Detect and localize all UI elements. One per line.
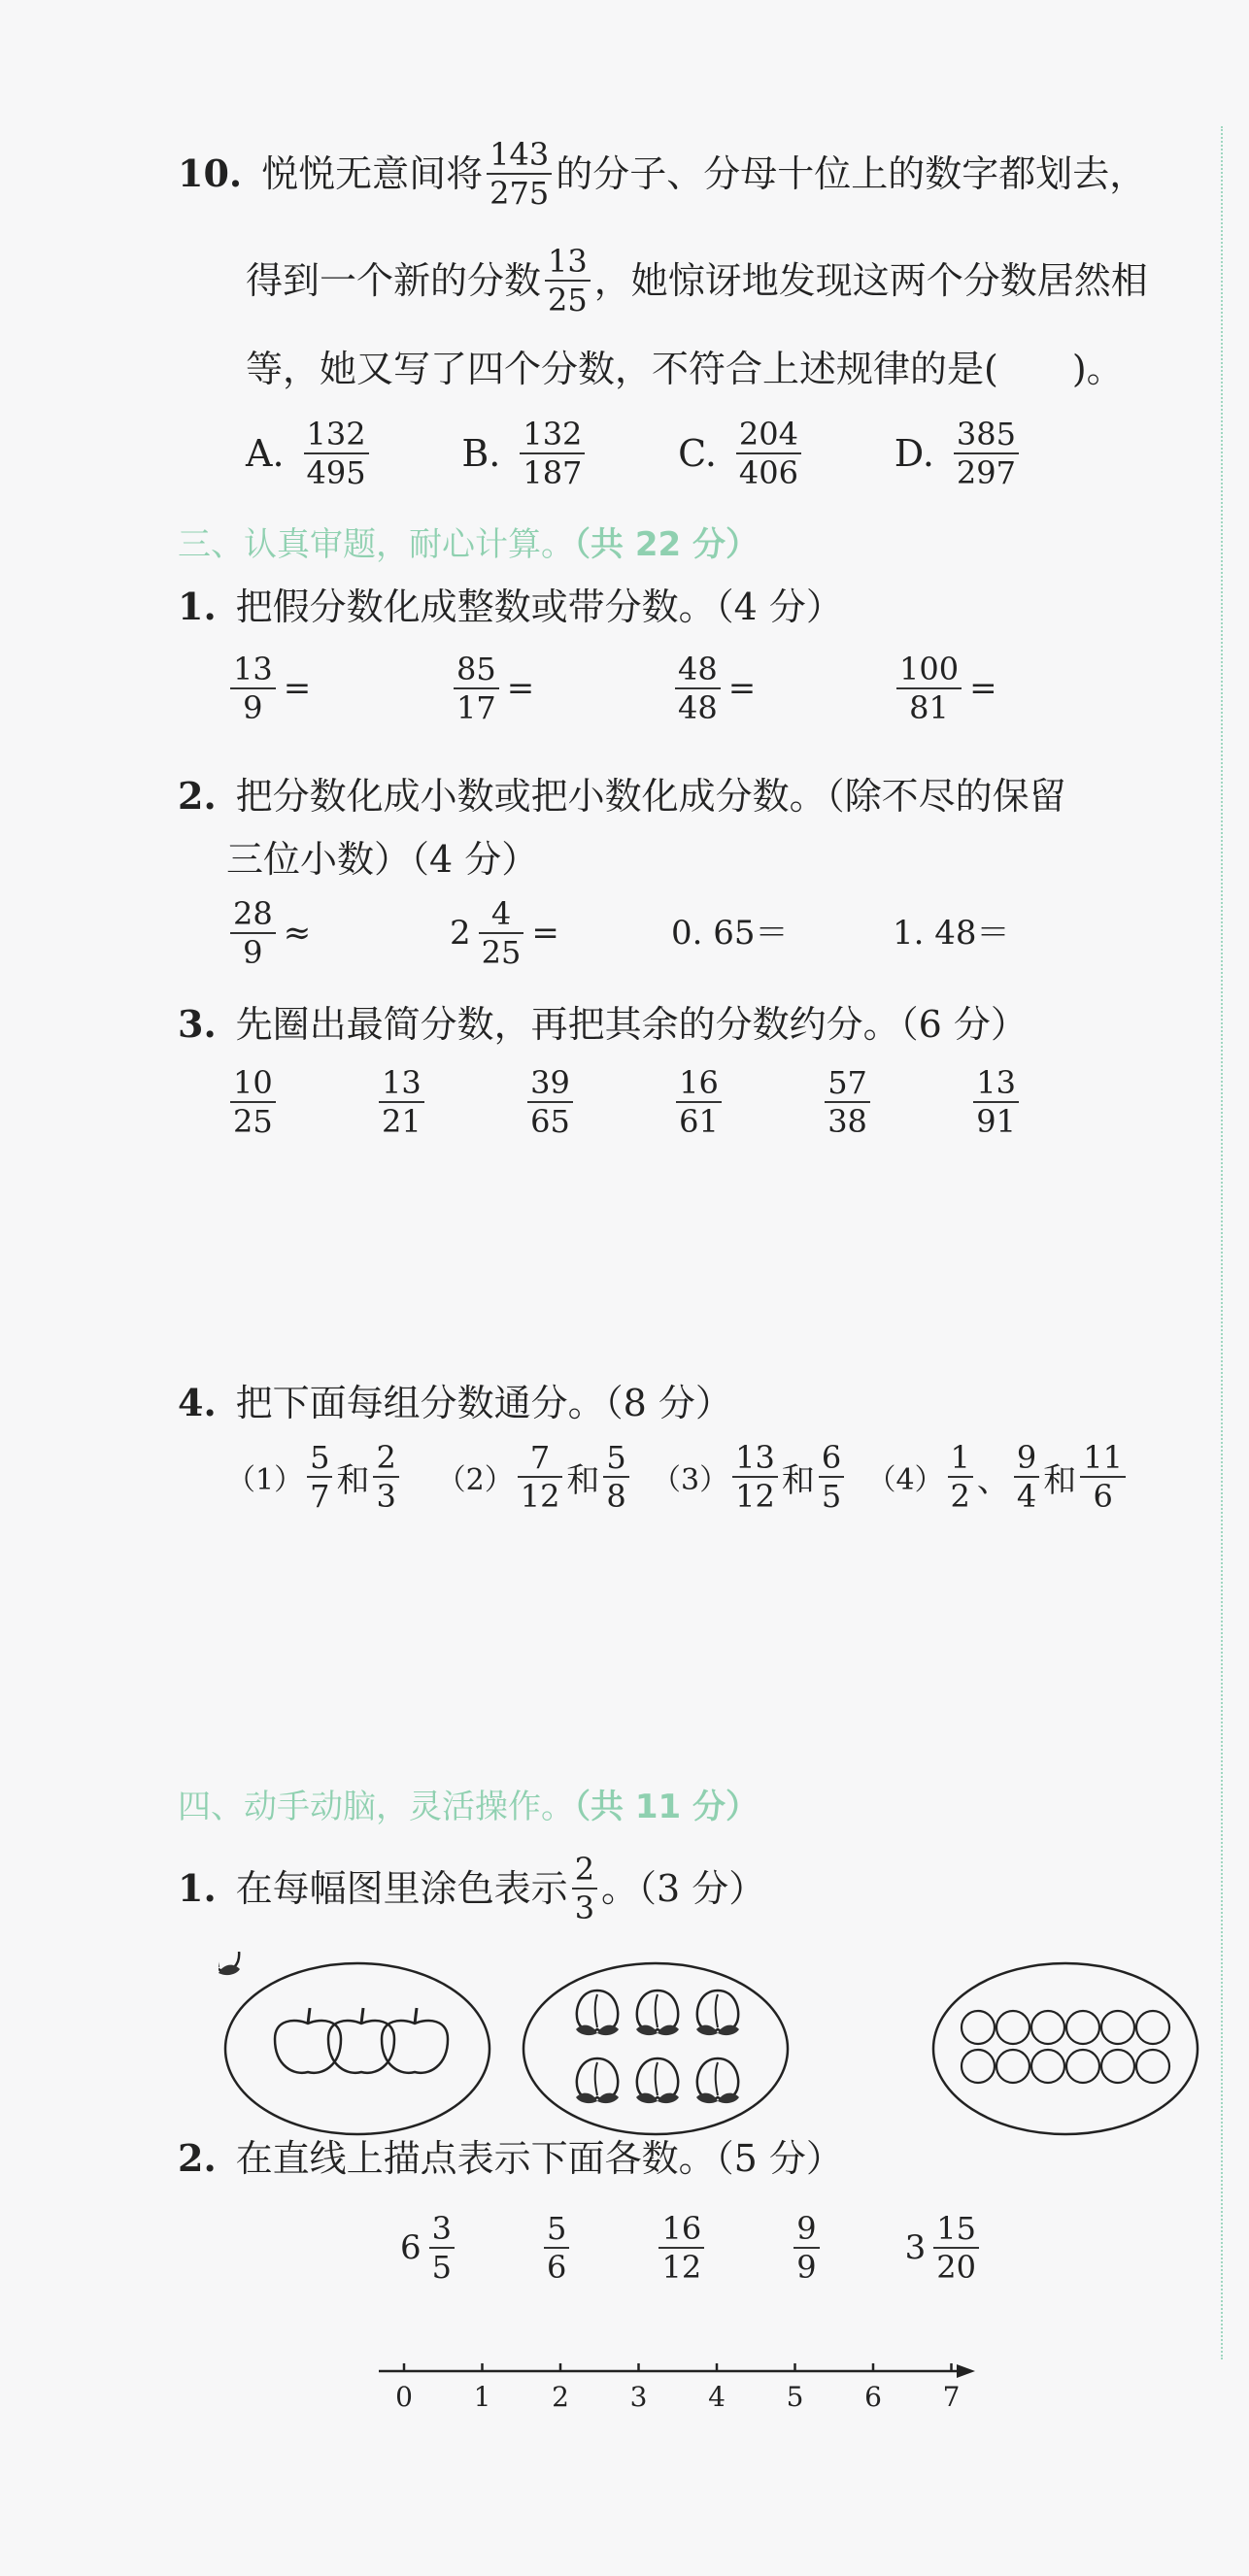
group-4 bbox=[866, 1439, 1130, 1515]
numerator: 132 bbox=[523, 416, 583, 452]
s3-q1-prompt bbox=[178, 583, 843, 631]
numerator: 9 bbox=[1016, 1439, 1037, 1476]
fraction bbox=[373, 1439, 398, 1515]
join-word: 和 bbox=[1043, 1460, 1077, 1500]
equals-sign: = bbox=[531, 914, 559, 953]
option-fraction bbox=[304, 416, 369, 491]
peach-icon bbox=[696, 1991, 739, 2035]
fraction-item bbox=[226, 651, 450, 726]
denominator: 38 bbox=[827, 1103, 867, 1140]
numerator: 1 bbox=[950, 1439, 970, 1476]
numerator: 2 bbox=[574, 1851, 595, 1888]
fraction bbox=[518, 1439, 563, 1515]
whole-part: 6 bbox=[400, 2228, 422, 2267]
fraction-number bbox=[540, 2210, 573, 2286]
numerator: 28 bbox=[233, 895, 273, 932]
numerator: 16 bbox=[679, 1064, 719, 1101]
fraction-item bbox=[450, 651, 671, 726]
denominator: 2 bbox=[950, 1478, 970, 1515]
peach-icon bbox=[696, 2058, 739, 2103]
q10-fraction-2 bbox=[545, 243, 591, 318]
fraction-item bbox=[226, 895, 450, 971]
denominator: 48 bbox=[678, 689, 718, 726]
fraction bbox=[675, 651, 721, 726]
equals-sign: = bbox=[969, 669, 997, 708]
q10-text-b: 的分子、分母十位上的数字都划去， bbox=[556, 152, 1147, 195]
question-number: 3. bbox=[178, 1002, 217, 1046]
denominator: 275 bbox=[489, 175, 550, 212]
denominator: 12 bbox=[735, 1478, 775, 1515]
apples-oval[interactable] bbox=[225, 1963, 489, 2134]
numerator: 9 bbox=[796, 2210, 817, 2247]
denominator: 9 bbox=[243, 934, 263, 971]
orange-icons bbox=[962, 2011, 1169, 2083]
peach-icon bbox=[636, 1991, 679, 2035]
numerator: 15 bbox=[936, 2210, 976, 2247]
numerator: 100 bbox=[899, 651, 960, 687]
denominator: 6 bbox=[1093, 1478, 1113, 1515]
option-label: C. bbox=[678, 432, 717, 475]
apple-icon bbox=[328, 2008, 394, 2073]
mixed-number-item bbox=[450, 895, 671, 971]
numerator: 39 bbox=[530, 1064, 570, 1101]
axis-tick-label: 2 bbox=[552, 2381, 569, 2413]
fraction-item[interactable] bbox=[825, 1064, 870, 1140]
question-score: 。（3 分） bbox=[601, 1867, 766, 1910]
fraction bbox=[658, 2210, 704, 2286]
numerator: 48 bbox=[678, 651, 718, 687]
numerator: 5 bbox=[310, 1439, 330, 1476]
denominator: 5 bbox=[821, 1478, 842, 1515]
option-fraction bbox=[954, 416, 1019, 491]
fraction-item[interactable] bbox=[230, 1064, 276, 1140]
denominator: 3 bbox=[376, 1478, 396, 1515]
option-fraction bbox=[520, 416, 585, 491]
numerator: 13 bbox=[976, 1064, 1016, 1101]
denominator: 9 bbox=[243, 689, 263, 726]
fraction bbox=[1014, 1439, 1039, 1515]
numerator: 385 bbox=[956, 416, 1016, 452]
s3-q4-groups bbox=[226, 1439, 1130, 1515]
numerator: 143 bbox=[489, 136, 550, 173]
q10-text-c: 得到一个新的分数 bbox=[246, 259, 542, 302]
fraction bbox=[603, 1439, 628, 1515]
denominator: 17 bbox=[456, 689, 496, 726]
section-title: 四、动手动脑，灵活操作。 bbox=[178, 1788, 574, 1826]
numerator: 6 bbox=[821, 1439, 842, 1476]
option-a[interactable] bbox=[246, 416, 373, 491]
peach-icon bbox=[576, 2058, 619, 2103]
axis-tick-labels bbox=[395, 2381, 960, 2413]
fraction-item[interactable] bbox=[973, 1064, 1019, 1140]
group-3 bbox=[652, 1439, 866, 1515]
s3-q1-items bbox=[226, 651, 1023, 726]
question-number: 1. bbox=[178, 585, 217, 628]
q10-line1 bbox=[178, 136, 1146, 212]
question-number: 2. bbox=[178, 2136, 217, 2180]
section-score: （共 11 分） bbox=[574, 1788, 759, 1826]
fraction-item[interactable] bbox=[379, 1064, 424, 1140]
arrow-icon bbox=[957, 2364, 975, 2378]
numerator: 3 bbox=[431, 2210, 452, 2247]
s3-q3-items bbox=[226, 1064, 1023, 1140]
fraction bbox=[544, 2210, 569, 2286]
peach-icon bbox=[576, 1991, 619, 2035]
axis-tick-label: 4 bbox=[708, 2381, 726, 2413]
decimal-item: 0. 65＝ bbox=[671, 914, 789, 953]
numerator: 13 bbox=[382, 1064, 422, 1101]
question-number: 1. bbox=[178, 1866, 217, 1910]
denominator: 21 bbox=[382, 1103, 422, 1140]
section-3-heading bbox=[178, 522, 759, 567]
mixed-number bbox=[400, 2210, 458, 2286]
option-d[interactable] bbox=[895, 416, 1023, 491]
option-b[interactable] bbox=[461, 416, 589, 491]
q10-options bbox=[246, 416, 1023, 491]
denominator: 81 bbox=[909, 689, 949, 726]
equals-sign: = bbox=[283, 669, 312, 708]
question-number: 2. bbox=[178, 774, 217, 818]
group-label: （3） bbox=[652, 1463, 729, 1497]
question-text: 在每幅图里涂色表示 bbox=[235, 1867, 568, 1910]
numerator: 5 bbox=[606, 1439, 626, 1476]
fraction-item bbox=[893, 651, 997, 726]
fraction bbox=[896, 651, 962, 726]
fraction bbox=[793, 2210, 819, 2286]
denominator: 5 bbox=[431, 2249, 452, 2286]
equals-sign: = bbox=[506, 669, 535, 708]
s4-q2-prompt bbox=[178, 2134, 843, 2183]
option-label: A. bbox=[246, 432, 285, 475]
fraction bbox=[230, 895, 276, 971]
mixed-number bbox=[905, 2210, 983, 2286]
number-line[interactable] bbox=[369, 2359, 991, 2427]
denominator: 9 bbox=[796, 2249, 817, 2286]
q10-text-d: ，她惊讶地发现这两个分数居然相 bbox=[593, 259, 1148, 302]
denominator: 25 bbox=[481, 934, 522, 971]
q10-line2 bbox=[246, 243, 1148, 318]
question-text: 在直线上描点表示下面各数。（5 分） bbox=[235, 2137, 843, 2180]
peach-icon bbox=[219, 1952, 240, 1975]
numerator: 13 bbox=[233, 651, 273, 687]
fraction bbox=[732, 1439, 778, 1515]
fraction bbox=[479, 895, 524, 971]
numerator: 204 bbox=[738, 416, 798, 452]
group-label: （4） bbox=[866, 1463, 944, 1497]
fraction bbox=[819, 1439, 844, 1515]
option-fraction bbox=[736, 416, 801, 491]
decimal-item: 1. 48＝ bbox=[893, 914, 1010, 953]
denominator: 406 bbox=[738, 454, 798, 491]
section-4-heading bbox=[178, 1785, 759, 1829]
axis-tick-label: 6 bbox=[864, 2381, 882, 2413]
peaches-oval[interactable] bbox=[219, 1952, 788, 2134]
axis-tick-label: 0 bbox=[395, 2381, 413, 2413]
approx-sign: ≈ bbox=[283, 914, 312, 953]
numerator: 10 bbox=[233, 1064, 273, 1101]
fraction bbox=[429, 2210, 455, 2286]
numerator: 13 bbox=[548, 243, 588, 280]
fraction bbox=[1080, 1439, 1126, 1515]
s4-q2-numbers bbox=[400, 2210, 983, 2286]
section-title: 三、认真审题，耐心计算。 bbox=[178, 525, 574, 564]
numerator: 13 bbox=[735, 1439, 775, 1476]
denominator: 495 bbox=[306, 454, 366, 491]
fruit-diagrams bbox=[219, 1952, 1209, 2146]
denominator: 8 bbox=[606, 1478, 626, 1515]
option-label: D. bbox=[894, 432, 934, 475]
section-score: （共 22 分） bbox=[574, 525, 759, 564]
fraction-number bbox=[655, 2210, 708, 2286]
fraction bbox=[948, 1439, 973, 1515]
fraction bbox=[307, 1439, 332, 1515]
denominator: 61 bbox=[679, 1103, 719, 1140]
denominator: 12 bbox=[661, 2249, 702, 2286]
group-1 bbox=[226, 1439, 437, 1515]
denominator: 20 bbox=[936, 2249, 976, 2286]
denominator: 65 bbox=[530, 1103, 570, 1140]
question-number: 4. bbox=[178, 1381, 217, 1424]
fraction bbox=[933, 2210, 979, 2286]
join-word: 和 bbox=[336, 1460, 370, 1500]
fraction-item[interactable] bbox=[527, 1064, 573, 1140]
numerator: 5 bbox=[547, 2210, 567, 2247]
group-2 bbox=[437, 1439, 652, 1515]
denominator: 91 bbox=[976, 1103, 1016, 1140]
denominator: 4 bbox=[1016, 1478, 1037, 1515]
denominator: 297 bbox=[956, 454, 1016, 491]
s3-q3-prompt bbox=[178, 1000, 1028, 1049]
s4-q1-prompt bbox=[178, 1851, 765, 1926]
oranges-oval[interactable] bbox=[933, 1963, 1198, 2134]
numerator: 16 bbox=[661, 2210, 702, 2247]
fraction-item[interactable] bbox=[676, 1064, 722, 1140]
denominator: 25 bbox=[233, 1103, 273, 1140]
denominator: 7 bbox=[310, 1478, 330, 1515]
fraction-item bbox=[671, 651, 893, 726]
peach-icon bbox=[636, 2058, 679, 2103]
numerator: 57 bbox=[827, 1064, 867, 1101]
axis-tick-label: 5 bbox=[786, 2381, 804, 2413]
q10-line3: 等，她又写了四个分数，不符合上述规律的是( )。 bbox=[246, 348, 1124, 390]
numerator: 2 bbox=[376, 1439, 396, 1476]
denominator: 187 bbox=[523, 454, 583, 491]
denominator: 12 bbox=[520, 1478, 560, 1515]
numerator: 7 bbox=[529, 1439, 551, 1476]
apple-icon bbox=[382, 2008, 448, 2073]
separator: 、 bbox=[976, 1460, 1010, 1500]
fraction bbox=[230, 651, 276, 726]
question-text: 把分数化成小数或把小数化成分数。（除不尽的保留 bbox=[235, 775, 1066, 818]
axis-tick-label: 3 bbox=[629, 2381, 648, 2413]
question-text: 把假分数化成整数或带分数。（4 分） bbox=[235, 585, 843, 628]
fraction bbox=[572, 1851, 597, 1926]
denominator: 3 bbox=[574, 1890, 595, 1926]
whole-part: 3 bbox=[904, 2228, 927, 2267]
denominator: 25 bbox=[548, 282, 588, 318]
option-label: B. bbox=[461, 432, 501, 475]
axis-tick-label: 7 bbox=[942, 2381, 961, 2413]
q10-text-a: 悦悦无意间将 bbox=[261, 152, 484, 195]
s3-q4-prompt bbox=[178, 1379, 732, 1427]
s3-q2-items bbox=[226, 895, 1023, 971]
q10-fraction-1 bbox=[487, 136, 552, 212]
question-text: 把下面每组分数通分。（8 分） bbox=[235, 1382, 732, 1424]
equals-sign: = bbox=[727, 669, 757, 708]
fraction bbox=[454, 651, 499, 726]
question-text-continued: 三位小数）（4 分） bbox=[226, 838, 539, 881]
s3-q2-prompt bbox=[178, 772, 1066, 820]
numerator: 132 bbox=[306, 416, 366, 452]
axis-tick-label: 1 bbox=[473, 2381, 491, 2413]
apple-icon bbox=[275, 2008, 341, 2073]
whole-part: 2 bbox=[450, 914, 471, 953]
group-label: （2） bbox=[436, 1463, 514, 1497]
join-word: 和 bbox=[781, 1460, 815, 1500]
denominator: 6 bbox=[547, 2249, 567, 2286]
page-edge-dotted-line bbox=[1221, 126, 1223, 2359]
q10-number: 10. bbox=[178, 151, 243, 195]
numerator: 85 bbox=[456, 651, 496, 687]
numerator: 11 bbox=[1083, 1439, 1123, 1476]
fraction-number bbox=[790, 2210, 823, 2286]
question-text: 先圈出最简分数，再把其余的分数约分。（6 分） bbox=[235, 1003, 1028, 1046]
join-word: 和 bbox=[566, 1460, 600, 1500]
group-label: （1） bbox=[226, 1463, 304, 1497]
numerator: 4 bbox=[490, 895, 512, 932]
option-c[interactable] bbox=[678, 416, 805, 491]
